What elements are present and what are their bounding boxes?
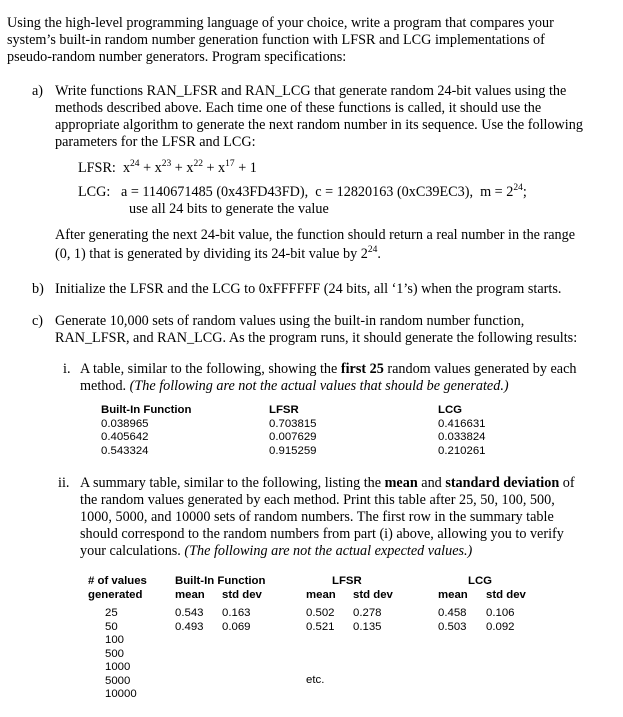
item-i-label: i. xyxy=(63,361,71,377)
lcg-m-exponent: 24 xyxy=(513,183,523,193)
std-emphasis: standard deviation xyxy=(445,475,560,491)
table-cell: 10000 xyxy=(105,688,137,700)
table-cell: 1000 xyxy=(105,661,131,673)
builtin-mean-column: mean 0.543 0.493 xyxy=(175,588,205,633)
table-cell: 0.210261 xyxy=(438,444,486,457)
table-cell: 100 xyxy=(105,634,125,646)
lfsr-group-header: LFSR xyxy=(332,575,362,587)
lcg-label: LCG: xyxy=(78,184,111,200)
table-cell: 0.007629 xyxy=(269,431,317,443)
table-cell: 0.543 xyxy=(175,607,204,619)
part-a-line-3: appropriate algorithm to generate the next random number in its sequence. Use the following xyxy=(55,117,583,133)
mean-emphasis: mean xyxy=(384,475,418,491)
part-a-after-1: After generating the next 24-bit value, the function should return a real number in the range xyxy=(55,227,576,243)
lcg-mean-column: mean 0.458 0.503 xyxy=(438,588,468,633)
count-header-1: # of values xyxy=(88,575,147,587)
table-cell: 0.405642 xyxy=(101,431,149,443)
table-cell: 0.915259 xyxy=(269,444,317,457)
lcg-m-end: ; xyxy=(522,184,527,200)
table-cell: 0.135 xyxy=(353,620,382,633)
table-cell: 0.416631 xyxy=(438,417,486,430)
count-column xyxy=(88,575,147,702)
lcg-column xyxy=(438,404,486,458)
table-cell: 50 xyxy=(105,620,118,633)
lcg-group-header: LCG xyxy=(468,575,493,587)
item-ii-line-1: A summary table, similar to the following, listing the mean and standard deviation of xyxy=(80,475,575,491)
lcg-std-column: std dev 0.106 0.092 xyxy=(486,588,526,633)
item-ii-line-4: should correspond to the random numbers from part (i) above, allowing you to verify xyxy=(80,526,564,542)
table-cell: 0.038965 xyxy=(101,417,149,430)
table-cell: 0.106 xyxy=(486,607,515,619)
intro-line-1: Using the high-level programming language of your choice, write a program that compares your xyxy=(7,15,554,31)
table-cell: 0.278 xyxy=(353,607,382,619)
table-cell: 500 xyxy=(105,647,125,660)
lfsr-std-column: std dev 0.278 0.135 xyxy=(353,588,393,633)
builtin-std-column: std dev 0.163 0.069 xyxy=(222,588,262,633)
lcg-note: use all 24 bits to generate the value xyxy=(129,201,329,217)
table-cell: 0.069 xyxy=(222,620,251,633)
part-a-after-2: (0, 1) that is generated by dividing its 24-bit value by $2^{24}$. xyxy=(55,245,381,262)
table-cell: 0.502 xyxy=(306,607,335,619)
table-cell: 0.033824 xyxy=(438,431,486,443)
builtin-group-header: Built-In Function xyxy=(175,575,266,587)
item-ii-line-3: 1000, 5000, and 10000 sets of random numbers. The first row in the summary table xyxy=(80,509,554,525)
first-values-table xyxy=(101,404,521,462)
first-25-emphasis: first 25 xyxy=(340,361,384,377)
lfsr-label: LFSR: xyxy=(78,160,116,176)
part-a-line-4: parameters for the LFSR and LCG: xyxy=(55,134,256,150)
lcg-c: c = 12820163 (0xC39EC3), xyxy=(315,184,473,200)
lfsr-mean-column: mean 0.502 0.521 etc. xyxy=(306,588,336,686)
item-i-line-1: A table, similar to the following, showing the first 25 random values generated by each xyxy=(80,361,577,377)
table-cell: 5000 xyxy=(105,674,131,687)
lcg-header: LCG xyxy=(438,404,463,416)
part-b-text: Initialize the LFSR and the LCG to 0xFFFFFF (24 bits, all ‘1’s) when the program starts. xyxy=(55,281,562,297)
table-cell: 0.458 xyxy=(438,607,467,619)
table-cell: 0.493 xyxy=(175,620,204,633)
lcg-m: m = 2 xyxy=(480,184,514,200)
etc-note: etc. xyxy=(306,674,325,686)
table-cell: 0.092 xyxy=(486,620,515,633)
lcg-equation xyxy=(78,184,527,201)
lfsr-equation: LFSR: $x^{24} + x^{23} + x^{22} + x^{17} + 1$ xyxy=(78,159,257,176)
builtin-column xyxy=(101,404,191,458)
item-i-line-2: method. (The following are not the actual values that should be generated.) xyxy=(80,378,509,394)
table-cell: 0.503 xyxy=(438,620,467,633)
intro-line-2: system’s built-in random number generation function with LFSR and LCG implementations of xyxy=(7,32,545,48)
table-cell: 25 xyxy=(105,607,118,619)
lcg-a: a = 1140671485 (0x43FD43FD), xyxy=(120,184,309,200)
part-c-label: c) xyxy=(32,313,44,329)
summary-table xyxy=(88,575,538,715)
item-ii-line-2: the random values generated by each method. Print this table after 25, 50, 100, 500, xyxy=(80,492,555,508)
lfsr-header: LFSR xyxy=(269,404,299,416)
item-ii-note: (The following are not the actual expected values.) xyxy=(184,543,473,559)
table-cell: 0.521 xyxy=(306,620,335,633)
part-c-line-1: Generate 10,000 sets of random values using the built-in random number function, xyxy=(55,313,525,329)
intro-line-3: pseudo-random number generators. Program specifications: xyxy=(7,49,347,65)
item-ii-line-5: your calculations. (The following are not the actual expected values.) xyxy=(80,543,473,559)
table-cell: 0.163 xyxy=(222,607,251,619)
after-exponent: 24 xyxy=(367,245,378,255)
builtin-header: Built-In Function xyxy=(101,404,192,416)
part-a-line-1: Write functions RAN_LFSR and RAN_LCG that generate random 24-bit values using the xyxy=(55,83,567,99)
lfsr-column xyxy=(269,404,317,458)
table-cell: 0.543324 xyxy=(101,444,149,457)
table-cell: 0.703815 xyxy=(269,417,317,430)
part-c-line-2: RAN_LFSR, and RAN_LCG. As the program runs, it should generate the following results: xyxy=(55,330,578,346)
part-b-label: b) xyxy=(32,281,44,297)
count-header-2: generated xyxy=(88,588,143,601)
item-ii-label: ii. xyxy=(58,475,70,491)
part-a-label: a) xyxy=(32,83,44,99)
part-a-line-2: methods described above. Each time one of these functions is called, it should use the xyxy=(55,100,542,116)
item-i-note: (The following are not the actual values that should be generated.) xyxy=(129,378,509,394)
